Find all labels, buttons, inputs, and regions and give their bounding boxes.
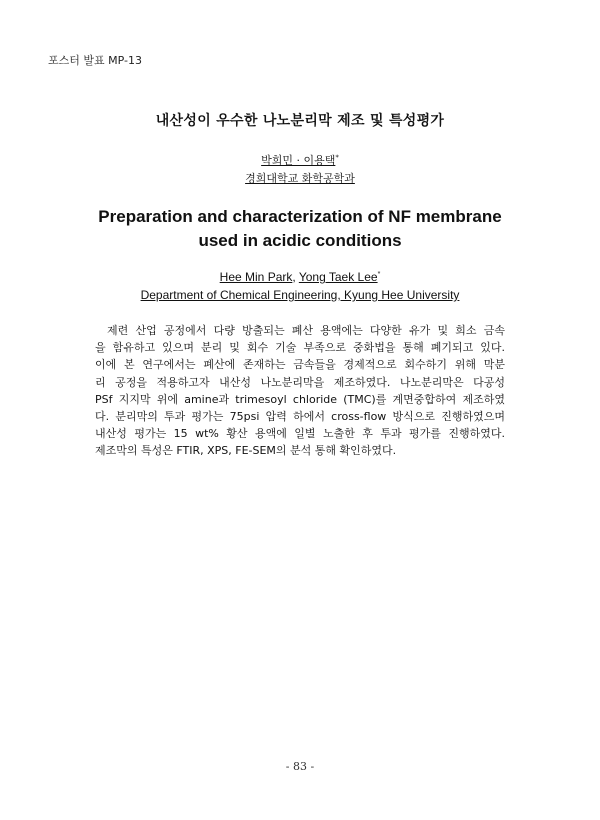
korean-affiliation-text: 경희대학교 화학공학과 <box>245 172 355 185</box>
korean-authors <box>0 152 600 168</box>
english-corresponding-mark: * <box>377 271 381 278</box>
english-authors <box>0 270 600 284</box>
english-title: Preparation and characterization of NF membrane used in acidic conditions <box>98 207 502 250</box>
korean-affiliation <box>0 170 600 186</box>
abstract-line: 내산성 평가는 15 wt% 황산 용액에 일별 노출한 후 투과 평가를 진행하였다. <box>95 427 505 441</box>
english-author-2: Yong Taek Lee <box>298 270 378 284</box>
korean-title: 내산성이 우수한 나노분리막 제조 및 특성평가 <box>155 113 445 129</box>
abstract-line: 리 공정을 적용하고자 내산성 나노분리막을 제조하였다. 나노분리막은 다공성 <box>95 375 505 389</box>
abstract-line: 을 함유하고 있으며 분리 및 회수 기술 부족으로 중화법을 통해 폐기되고 있다. <box>95 341 505 355</box>
abstract <box>95 322 505 460</box>
english-author-1: Hee Min Park <box>219 270 293 284</box>
author-separator: , <box>292 270 299 284</box>
abstract-line: PSf 지지막 위에 amine과 trimesoyl chloride (TMC)를 계면중합하여 제조하였 <box>95 392 505 406</box>
english-affiliation <box>0 288 600 302</box>
session-label: 포스터 발표 MP-13 <box>48 54 142 67</box>
page-number: - 83 - <box>285 760 315 773</box>
abstract-line: 제조막의 특성은 FTIR, XPS, FE-SEM의 분석 통해 확인하였다. <box>95 444 397 458</box>
corresponding-author-mark: * <box>335 153 339 162</box>
english-affiliation-text: Department of Chemical Engineering, Kyung Hee University <box>140 288 460 302</box>
abstract-line: 제련 산업 공정에서 다량 방출되는 폐산 용액에는 다양한 유가 및 희소 금속 <box>107 324 505 337</box>
abstract-line: 다. 분리막의 투과 평가는 75psi 압력 하에서 cross-flow 방식으로 진행하였으며 <box>95 410 505 424</box>
korean-author-names: 박희민 · 이용택 <box>261 154 336 167</box>
abstract-line: 이에 본 연구에서는 폐산에 존재하는 금속들을 경제적으로 회수하기 위해 막분 <box>95 358 505 372</box>
